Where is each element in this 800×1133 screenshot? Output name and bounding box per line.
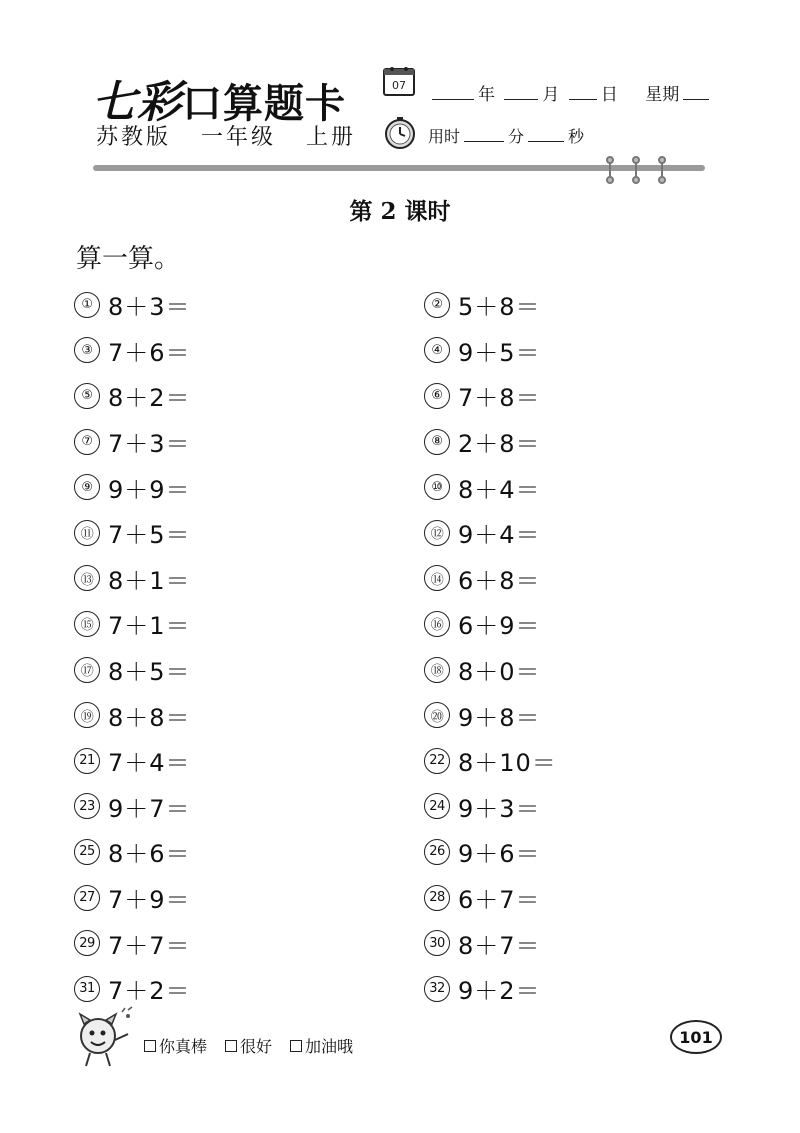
rating-option-great[interactable] (144, 1034, 207, 1057)
problem-expression: 8＋2＝ (108, 384, 191, 413)
problem-item (74, 966, 424, 1012)
problem-number: ⑥ (424, 383, 450, 409)
weekday-label: 星期 (645, 85, 680, 105)
problem-item (74, 373, 424, 419)
time-fill-line (428, 124, 584, 147)
checkbox-icon[interactable] (225, 1040, 237, 1052)
checkbox-icon[interactable] (144, 1040, 156, 1052)
problem-item (74, 875, 424, 921)
edition-volume: 上册 (306, 125, 357, 150)
brand-lead: 七彩 (92, 77, 182, 128)
problem-expression: 8＋4＝ (458, 475, 541, 504)
self-rating (144, 1034, 353, 1057)
problem-expression: 6＋7＝ (458, 886, 541, 915)
minutes-blank[interactable] (464, 127, 504, 142)
problem-item (424, 966, 674, 1012)
problem-number: ⑯ (424, 611, 450, 637)
problem-expression: 9＋8＝ (458, 703, 541, 732)
problem-item (74, 829, 424, 875)
problem-item (74, 510, 424, 556)
rating-option-good[interactable] (225, 1034, 272, 1057)
calendar-icon (383, 66, 415, 96)
problem-expression: 5＋8＝ (458, 293, 541, 322)
problem-item (424, 556, 674, 602)
problem-number: ⑩ (424, 474, 450, 500)
clock-icon (383, 116, 417, 150)
problem-number: ⑳ (424, 702, 450, 728)
instruction-text: 算一算。 (76, 244, 181, 274)
problem-expression: 8＋1＝ (108, 566, 191, 595)
problem-number: 22 (424, 748, 450, 774)
problem-number: 25 (74, 839, 100, 865)
problem-number: 30 (424, 930, 450, 956)
problem-item (424, 282, 674, 328)
minutes-label: 分 (508, 127, 525, 146)
problem-item (74, 601, 424, 647)
problem-item (424, 373, 674, 419)
problem-list (74, 282, 674, 1012)
problem-expression: 6＋8＝ (458, 566, 541, 595)
problem-number: 27 (74, 885, 100, 911)
year-blank[interactable] (432, 85, 474, 100)
problem-item (74, 419, 424, 465)
problem-number: ⑲ (74, 702, 100, 728)
problem-number: ① (74, 292, 100, 318)
year-label: 年 (478, 85, 495, 105)
problem-expression: 7＋3＝ (108, 430, 191, 459)
page-number: 101 (670, 1020, 722, 1054)
problem-number: ⑬ (74, 565, 100, 591)
weekday-blank[interactable] (683, 85, 709, 100)
problem-number: 32 (424, 976, 450, 1002)
brand-main: 口算题卡 (182, 80, 346, 127)
problem-number: 31 (74, 976, 100, 1002)
edition-publisher: 苏教版 (96, 125, 172, 150)
problem-item (74, 556, 424, 602)
problem-item (74, 738, 424, 784)
problem-number: ⑨ (74, 474, 100, 500)
problem-number: 29 (74, 930, 100, 956)
problem-number: ⑫ (424, 520, 450, 546)
problem-expression: 7＋9＝ (108, 886, 191, 915)
problem-expression: 9＋7＝ (108, 794, 191, 823)
problem-item (74, 328, 424, 374)
problem-item (424, 784, 674, 830)
problem-item (74, 647, 424, 693)
rating-label: 很好 (240, 1037, 273, 1056)
problem-expression: 9＋9＝ (108, 475, 191, 504)
problem-item (424, 829, 674, 875)
problem-expression: 9＋4＝ (458, 521, 541, 550)
problem-expression: 8＋6＝ (108, 840, 191, 869)
problem-expression: 8＋3＝ (108, 293, 191, 322)
problem-item (424, 692, 674, 738)
problem-item (424, 601, 674, 647)
problem-expression: 7＋7＝ (108, 931, 191, 960)
calendar-day: 07 (392, 79, 406, 92)
problem-expression: 8＋10＝ (458, 749, 557, 778)
date-fill-line (428, 80, 713, 105)
problem-number: ⑱ (424, 657, 450, 683)
problem-item (74, 920, 424, 966)
problem-item (424, 738, 674, 784)
problem-number: ② (424, 292, 450, 318)
problem-number: ⑮ (74, 611, 100, 637)
problem-expression: 7＋2＝ (108, 977, 191, 1006)
mascot-icon (70, 1006, 134, 1070)
problem-item (424, 328, 674, 374)
problem-number: ⑭ (424, 565, 450, 591)
problem-item (424, 647, 674, 693)
problem-expression: 7＋6＝ (108, 338, 191, 367)
problem-number: 24 (424, 793, 450, 819)
problem-expression: 2＋8＝ (458, 430, 541, 459)
problem-item (74, 784, 424, 830)
lesson-title: 第 2 课时 (349, 198, 451, 225)
problem-expression: 9＋2＝ (458, 977, 541, 1006)
month-label: 月 (542, 85, 560, 105)
problem-item (424, 510, 674, 556)
problem-expression: 8＋7＝ (458, 931, 541, 960)
edition-line (96, 120, 376, 151)
problem-expression: 8＋5＝ (108, 658, 191, 687)
problem-item (424, 464, 674, 510)
problem-number: ⑰ (74, 657, 100, 683)
problem-number: ⑪ (74, 520, 100, 546)
day-label: 日 (600, 85, 618, 105)
problem-expression: 8＋0＝ (458, 658, 541, 687)
problem-item (424, 875, 674, 921)
time-prefix: 用时 (428, 127, 461, 146)
problem-expression: 7＋4＝ (108, 749, 191, 778)
problem-item (74, 282, 424, 328)
problem-number: ③ (74, 337, 100, 363)
problem-number: ④ (424, 337, 450, 363)
problem-item (74, 464, 424, 510)
rating-option-keep-going[interactable] (290, 1034, 353, 1057)
binder-rings-icon (604, 156, 668, 184)
problem-number: 23 (74, 793, 100, 819)
problem-item (424, 920, 674, 966)
month-blank[interactable] (504, 85, 538, 100)
problem-expression: 9＋5＝ (458, 338, 541, 367)
edition-grade: 一年级 (201, 125, 277, 150)
day-blank[interactable] (569, 85, 597, 100)
problem-expression: 6＋9＝ (458, 612, 541, 641)
problem-expression: 9＋6＝ (458, 840, 541, 869)
checkbox-icon[interactable] (290, 1040, 302, 1052)
problem-expression: 7＋5＝ (108, 521, 191, 550)
problem-number: 21 (74, 748, 100, 774)
seconds-label: 秒 (568, 127, 585, 146)
rating-label: 你真棒 (159, 1037, 208, 1056)
problem-number: ⑤ (74, 383, 100, 409)
problem-number: ⑧ (424, 429, 450, 455)
rating-label: 加油哦 (305, 1037, 354, 1056)
problem-expression: 7＋1＝ (108, 612, 191, 641)
problem-number: 26 (424, 839, 450, 865)
seconds-blank[interactable] (528, 127, 564, 142)
problem-number: 28 (424, 885, 450, 911)
problem-number: ⑦ (74, 429, 100, 455)
problem-item (74, 692, 424, 738)
problem-expression: 7＋8＝ (458, 384, 541, 413)
problem-expression: 8＋8＝ (108, 703, 191, 732)
problem-item (424, 419, 674, 465)
problem-expression: 9＋3＝ (458, 794, 541, 823)
